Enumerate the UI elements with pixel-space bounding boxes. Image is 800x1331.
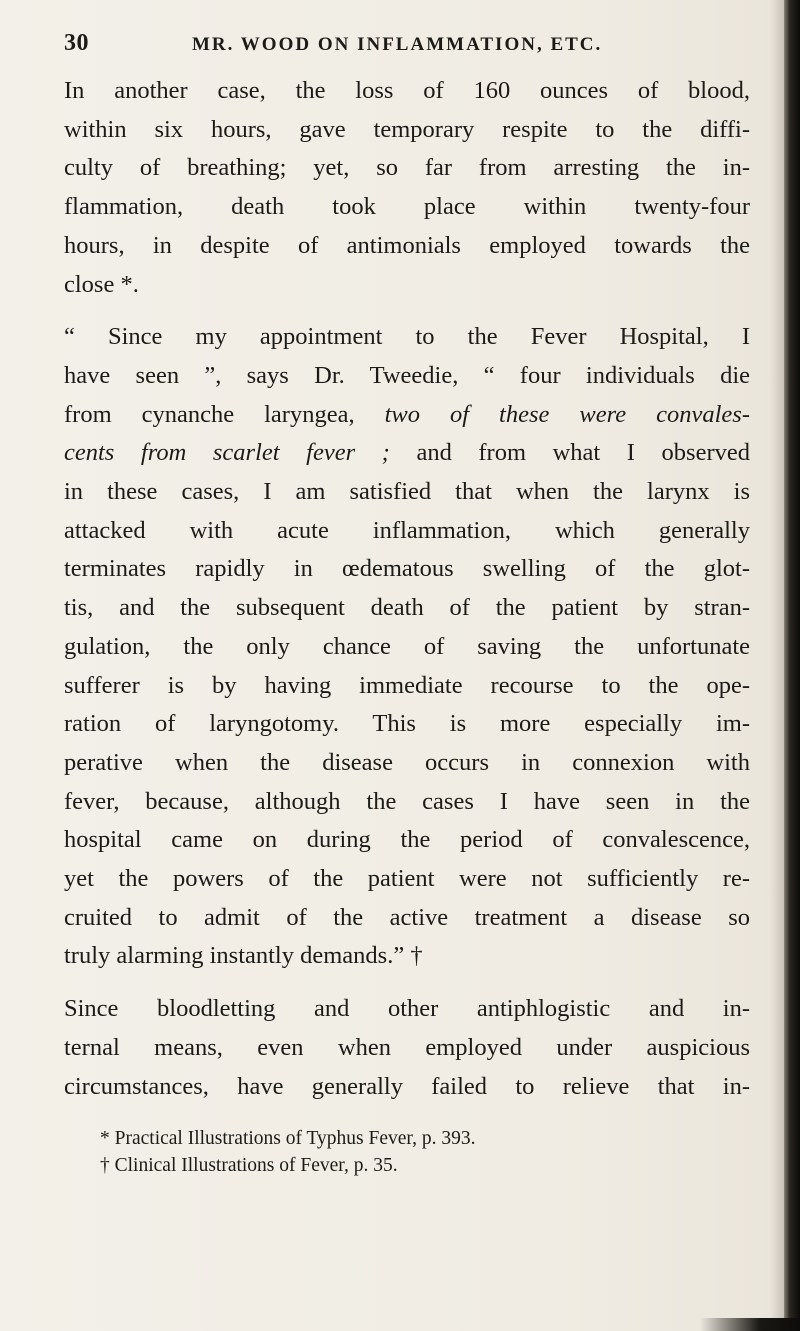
text-line: in these cases, I am satisfied that when the larynx is (64, 478, 750, 506)
text-line: ration of laryngotomy. This is more especially im- (64, 710, 750, 738)
paragraph-1 (64, 72, 750, 304)
text-line: Since bloodletting and other antiphlogistic and in- (64, 995, 750, 1023)
binding-shadow (770, 0, 784, 1331)
text-line: sufferer is by having immediate recourse to the ope- (64, 671, 750, 699)
text-line: cruited to admit of the active treatment a disease so (64, 903, 750, 931)
text-line: have seen ”, says Dr. Tweedie, “ four individuals die (64, 361, 750, 389)
paragraph-2 (64, 318, 750, 976)
text-line: flammation, death took place within twenty-four (64, 193, 750, 221)
text-line: hospital came on during the period of convalescence, (64, 826, 750, 854)
text-line: circumstances, have generally failed to relieve that in- (64, 1072, 750, 1100)
footnote: † Clinical Illustrations of Fever, p. 35. (100, 1155, 398, 1176)
paragraph-3 (64, 990, 750, 1106)
text-line-with-italic (64, 434, 750, 473)
text-line: “ Since my appointment to the Fever Hospital, I (64, 323, 750, 351)
text-line: close *. (64, 270, 139, 298)
footnote: * Practical Illustrations of Typhus Fever, p. 393. (100, 1128, 476, 1149)
text-line: perative when the disease occurs in connexion with (64, 748, 750, 776)
text-line: ternal means, even when employed under auspicious (64, 1033, 750, 1061)
text-line: culty of breathing; yet, so far from arresting the in- (64, 154, 750, 182)
page-number: 30 (64, 30, 89, 56)
italic-run: cents from scarlet fever ; (64, 439, 390, 467)
text-line: attacked with acute inflammation, which generally (64, 516, 750, 544)
text-line: fever, because, although the cases I have seen in the (64, 787, 750, 815)
text-line: hours, in despite of antimonials employed towards the (64, 231, 750, 259)
text-line: within six hours, gave temporary respite to the diffi- (64, 115, 750, 143)
text-line: terminates rapidly in œdematous swelling of the glot- (64, 555, 750, 583)
running-title: MR. WOOD ON INFLAMMATION, ETC. (192, 34, 603, 55)
text-line: yet the powers of the patient were not sufficiently re- (64, 865, 750, 893)
page-binding-edge (784, 0, 800, 1331)
text-line: gulation, the only chance of saving the unfortunate (64, 632, 750, 660)
text-line: In another case, the loss of 160 ounces of blood, (64, 77, 750, 104)
page-corner-shadow (700, 1318, 800, 1331)
text-line: truly alarming instantly demands.” † (64, 942, 423, 970)
italic-run: two of these were convales- (384, 400, 750, 428)
text-run: from cynanche laryngea, (64, 400, 385, 428)
text-line-with-italic (64, 396, 750, 435)
body-text (64, 72, 750, 1106)
text-run: and from what I observed (389, 439, 750, 467)
text-line: tis, and the subsequent death of the patient by stran- (64, 594, 750, 622)
footnotes (100, 1125, 700, 1179)
running-head (64, 30, 764, 62)
